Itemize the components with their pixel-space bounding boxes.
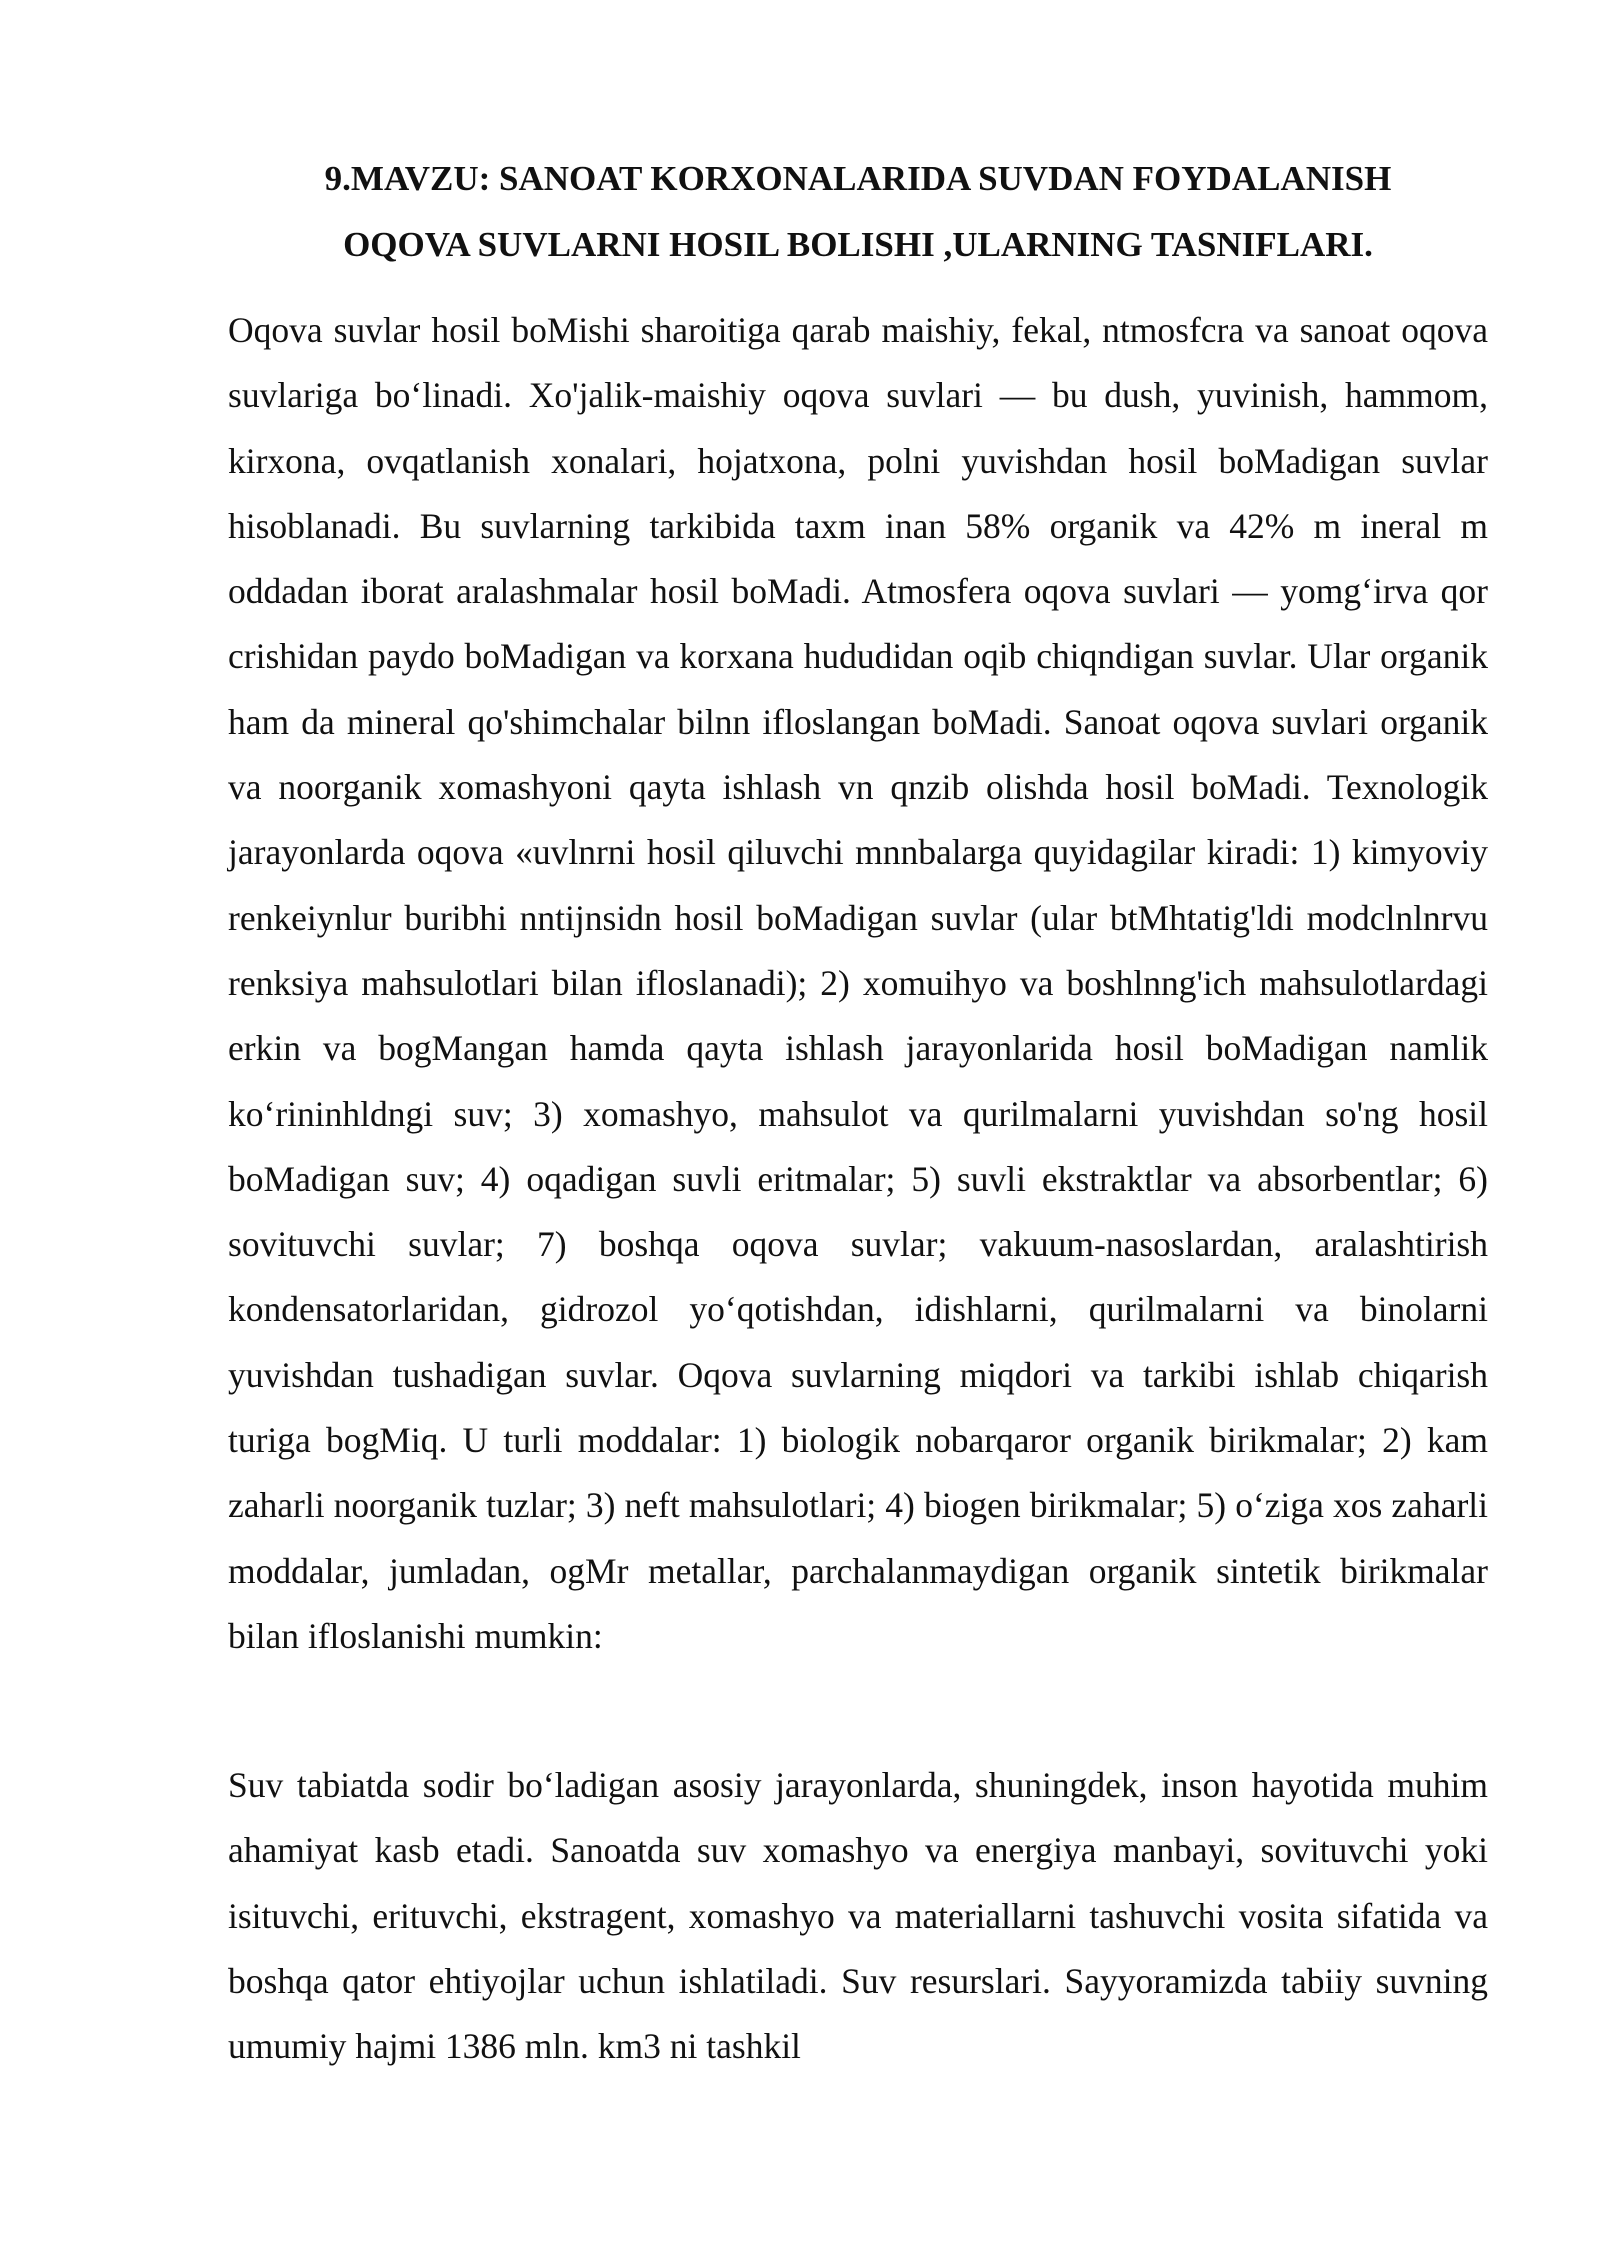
body-paragraph-2: Suv tabiatda sodir bo‘ladigan asosiy jarayonlarda, shuningdek, inson hayotida muhim ahamiyat kasb etadi. Sanoatda suv xomashyo va energiya manbayi, sovituvchi yoki isituvchi, erituvchi, ekstragent, xomashyo va materiallarni tashuvchi vosita sifatida va boshqa qator ehtiyojlar uchun ishlatiladi. Suv resurslari. Sayyoramizda tabiiy suvning umumiy hajmi 1386 mln. km3 ni tashkil xyxy=(228,1765,1488,2067)
title-line-2: OQOVA SUVLARNI HOSIL BOLISHI ,ULARNING TASNIFLARI. xyxy=(343,225,1373,264)
title-line-1: 9.MAVZU: SANOAT KORXONALARIDA SUVDAN FOYDALANISH xyxy=(324,159,1392,198)
document-title xyxy=(228,146,1488,278)
body-paragraph-1: Oqova suvlar hosil boMishi sharoitiga qarab maishiy, fekal, ntmosfcra va sanoat oqova suvlariga bo‘linadi. Xo'jalik-maishiy oqova suvlari — bu dush, yuvinish, hammom, kirxona, ovqatlanish xonalari, hojatxona, polni yuvishdan hosil boMadigan suvlar hisoblanadi. Bu suvlarning tarkibida taxm inan 58% organik va 42% m ineral m oddadan iborat aralashmalar hosil boMadi. Atmosfera oqova suvlari — yomg‘irva qor crishidan paydo boMadigan va korxana hududidan oqib chiqndigan suvlar. Ular organik ham da mineral qo'shimchalar bilnn ifloslangan boMadi. Sanoat oqova suvlari organik va noorganik xomashyoni qayta ishlash vn qnzib olishda hosil boMadi. Texnologik jarayonlarda oqova «uvlnrni hosil qiluvchi mnnbalarga quyidagilar kiradi: 1) kimyoviy renkeiynlur buribhi nntijnsidn hosil boMadigan suvlar (ular btMhtatig'ldi modclnlnrvu renksiya mahsulotlari bilan ifloslanadi); 2) xomuihyo va boshlnng'ich mahsulotlardagi erkin va bogMangan hamda qayta ishlash jarayonlarida hosil boMadigan namlik ko‘rininhldngi suv; 3) xomashyo, mahsulot va qurilmalarni yuvishdan so'ng hosil boMadigan suv; 4) oqadigan suvli eritmalar; 5) suvli ekstraktlar va absorbentlar; 6) sovituvchi suvlar; 7) boshqa oqova suvlar; vakuum-nasoslardan, aralashtirish kondensatorlaridan, gidrozol yo‘qotishdan, idishlarni, qurilmalarni va binolarni yuvishdan tushadigan suvlar. Oqova suvlarning miqdori va tarkibi ishlab chiqarish turiga bogMiq. U turli moddalar: 1) biologik nobarqaror organik birikmalar; 2) kam zaharli noorganik tuzlar; 3) neft mahsulotlari; 4) biogen birikmalar; 5) o‘ziga xos zaharli moddalar, jumladan, ogMr metallar, parchalanmaydigan organik sintetik birikmalar bilan ifloslanishi mumkin: xyxy=(228,310,1488,1656)
